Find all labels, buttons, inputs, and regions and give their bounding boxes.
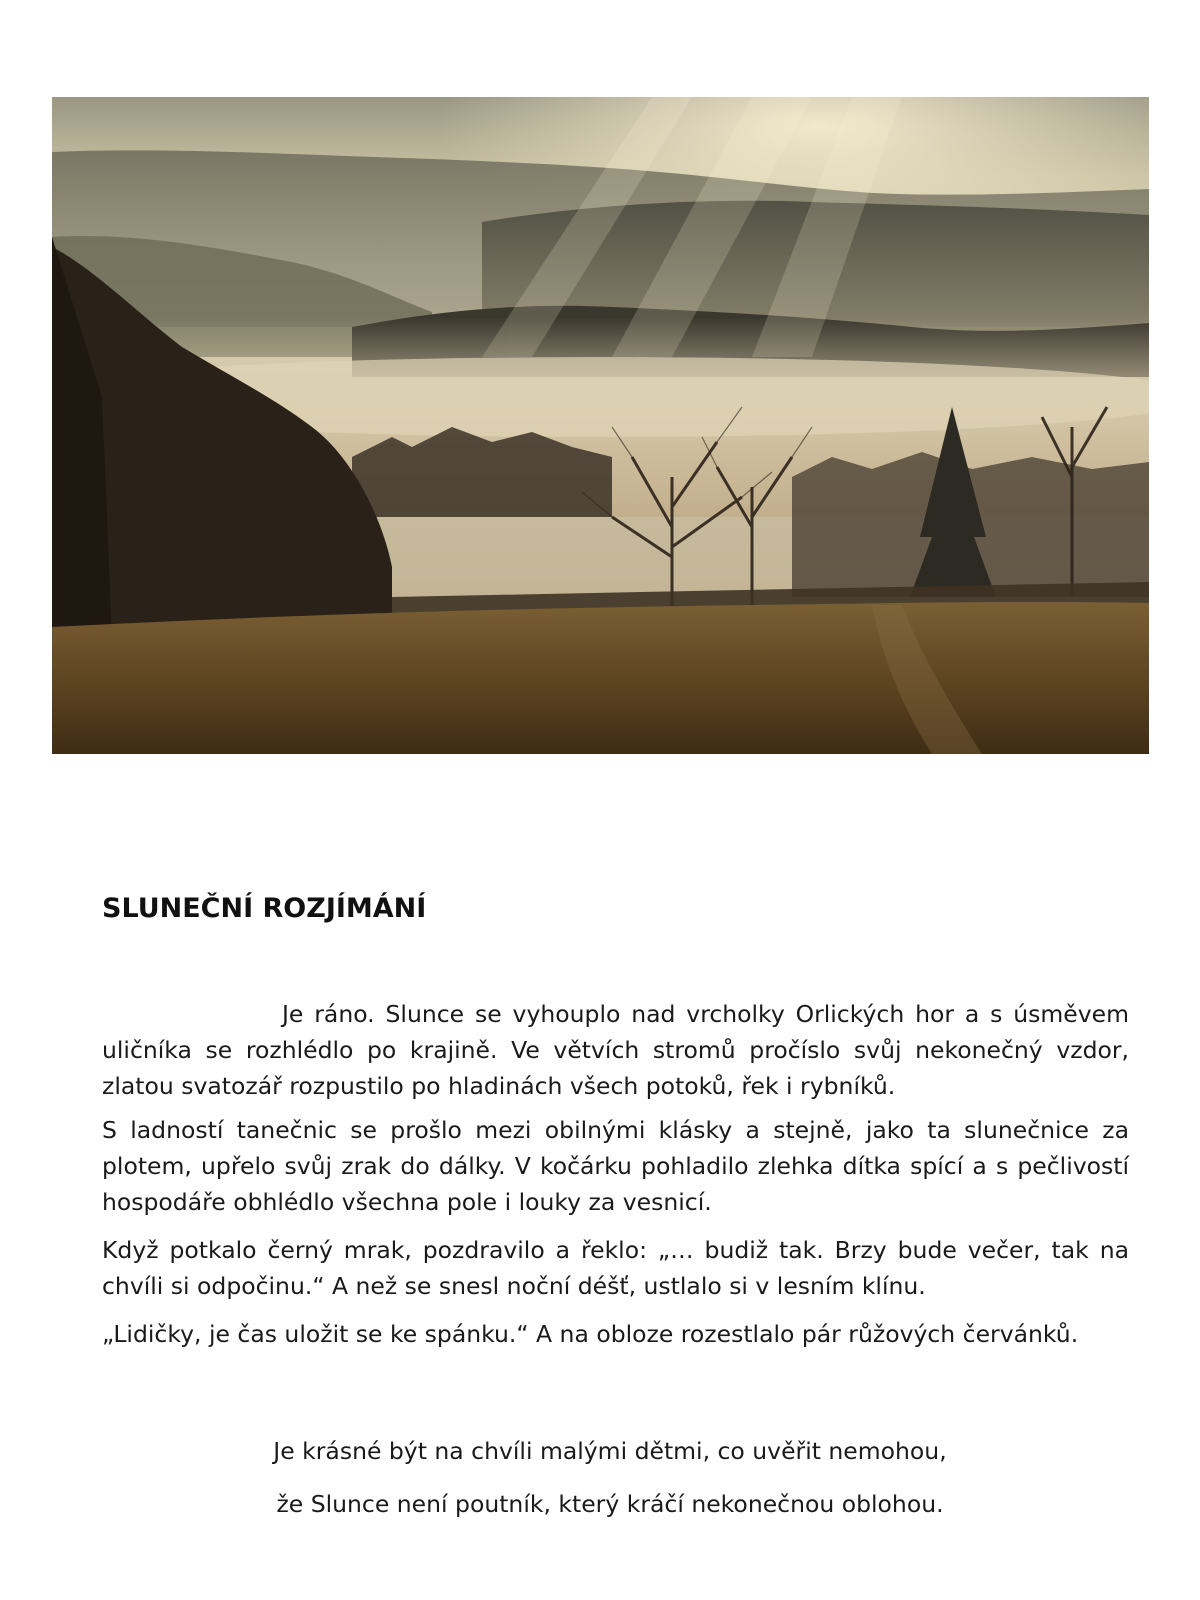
landscape-photo [52,97,1149,754]
paragraph-1: Je ráno. Slunce se vyhouplo nad vrcholky Orlických hor a s úsměvem uličníka se rozhlédlo po krajině. Ve větvích stromů pročíslo svůj nekonečný vzdor, zlatou svatozář rozpustilo po hladinách všech potoků, řek i rybníků. [102,1000,1129,1100]
paragraph-4: „Lidičky, je čas uložit se ke spánku.“ A na obloze rozestlalo pár růžových červánků. [102,1320,1079,1348]
paragraph-2: S ladností tanečnic se prošlo mezi obilnými klásky a stejně, jako ta slunečnice za plotem, upřelo svůj zrak do dálky. V kočárku pohladilo zlehka dítka spící a s pečlivostí hospodáře obhlédlo všechna pole i louky za vesnicí. [102,1116,1129,1216]
closing-verse-line-1: Je krásné být na chvíli malými dětmi, co uvěřit nemohou, [273,1437,947,1465]
paragraph-3: Když potkalo černý mrak, pozdravilo a řeklo: „… budiž tak. Brzy bude večer, tak na chvíli si odpočinu.“ A než se snesl noční déšť, ustlalo si v lesním klínu. [102,1236,1129,1300]
closing-verse-line-2: že Slunce není poutník, který kráčí nekonečnou oblohou. [276,1490,944,1518]
page-title: SLUNEČNÍ ROZJÍMÁNÍ [102,893,427,924]
story-text [102,996,1129,1364]
